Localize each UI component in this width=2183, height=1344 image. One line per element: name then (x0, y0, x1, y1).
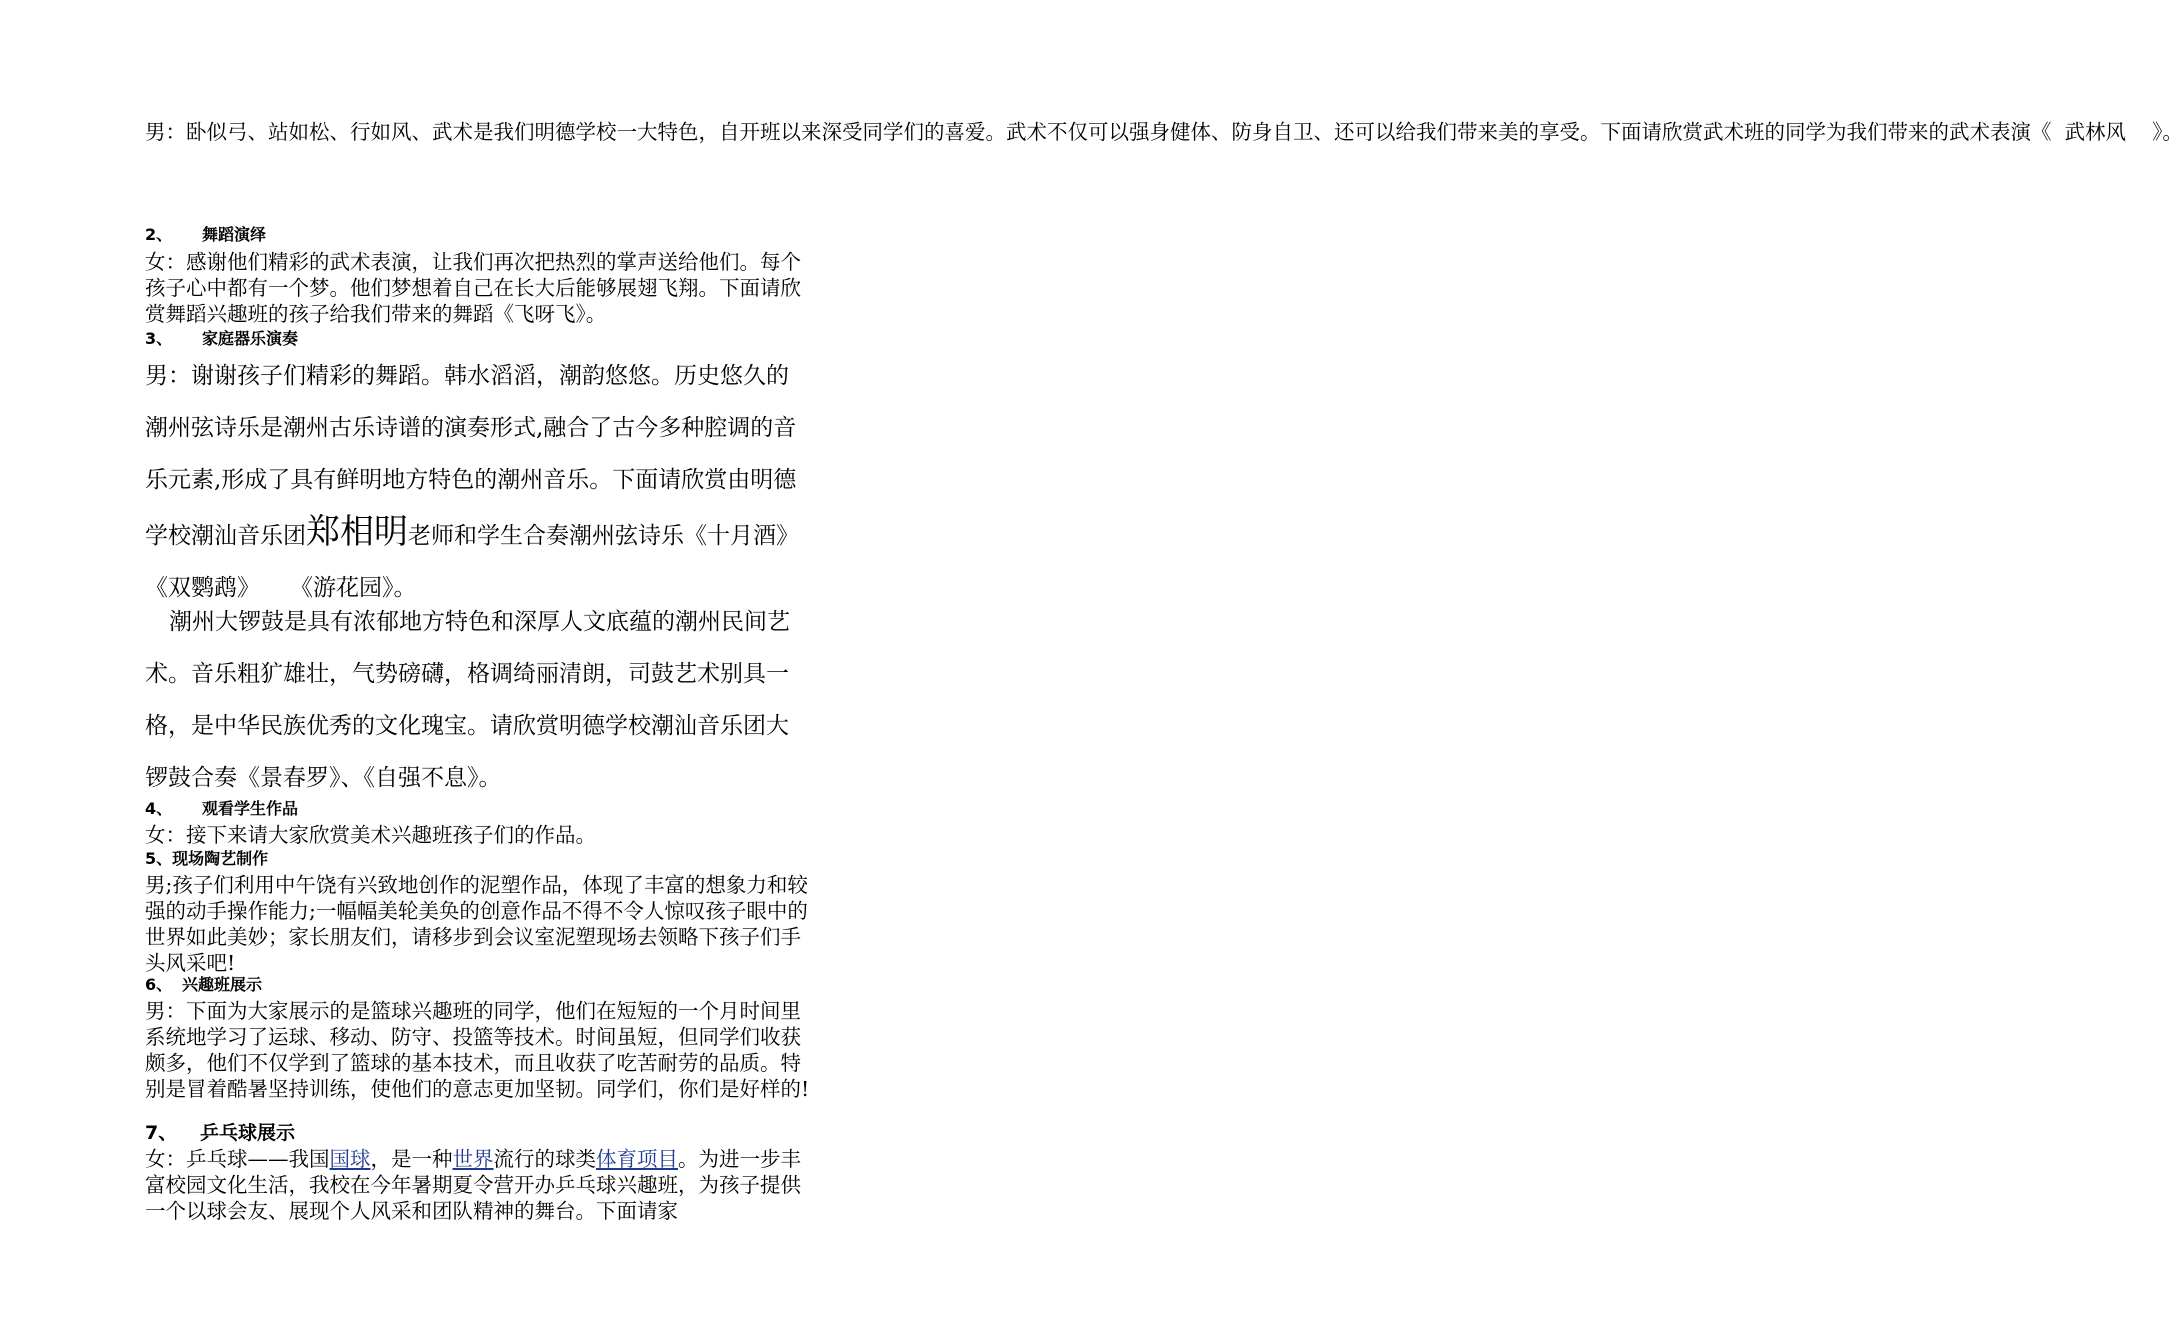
paragraph-table-tennis: 女：乒乓球——我国国球，是一种世界流行的球类体育项目。为进一步丰富校园文化生活，我校在今年暑期夏令营开办乒乓球兴趣班，为孩子提供一个以球会友、展现个人风采和团队精神的舞台。下面请家 (145, 1147, 801, 1223)
heading-title: 观看学生作品 (202, 799, 299, 818)
heading-title: 现场陶艺制作 (172, 849, 269, 868)
heading-title: 舞蹈演绎 (202, 225, 267, 244)
heading-title: 兴趣班展示 (182, 975, 263, 994)
heading-number: 4、 (145, 799, 173, 818)
paragraph-dance: 女：感谢他们精彩的武术表演，让我们再次把热烈的掌声送给他们。每个孩子心中都有一个梦。他们梦想着自己在长大后能够展翅飞翔。下面请欣赏舞蹈兴趣班的孩子给我们带来的舞蹈《飞呀飞》。 (145, 250, 801, 326)
teacher-name: 郑相明 (306, 512, 408, 552)
paragraph-martial-arts: 男：卧似弓、站如松、行如风、武术是我们明德学校一大特色，自开班以来深受同学们的喜爱。武术不仅可以强身健体、防身自卫、还可以给我们带来美的享受。下面请欣赏武术班的同学为我们带来的武术表演《 武林风 》。 (145, 120, 2183, 144)
heading-number: 3、 (145, 329, 173, 348)
heading-table-tennis (145, 1120, 295, 1146)
heading-student-works (145, 798, 298, 820)
heading-number: 7、 (145, 1122, 178, 1144)
heading-number: 6、 (145, 975, 173, 994)
heading-dance (145, 224, 266, 246)
heading-number: 2、 (145, 225, 173, 244)
heading-number: 5、 (145, 849, 173, 868)
link-sports-program[interactable]: 体育项目 (596, 1147, 678, 1171)
heading-title: 家庭器乐演奏 (202, 329, 299, 348)
paragraph-art-works: 女：接下来请大家欣赏美术兴趣班孩子们的作品。 (145, 823, 596, 847)
link-national-ball[interactable]: 国球 (329, 1147, 371, 1171)
heading-pottery (145, 848, 268, 870)
paragraph-basketball: 男：下面为大家展示的是篮球兴趣班的同学，他们在短短的一个月时间里系统地学习了运球、移动、防守、投篮等技术。时间虽短，但同学们收获颇多，他们不仅学到了篮球的基本技术，而且收获了吃苦耐劳的品质。特别是冒着酷暑坚持训练，使他们的意志更加坚韧。同学们，你们是好样的! (145, 999, 810, 1101)
paragraph-pottery: 男;孩子们利用中午饶有兴致地创作的泥塑作品，体现了丰富的想象力和较强的动手操作能力;一幅幅美轮美奂的创意作品不得不令人惊叹孩子眼中的世界如此美妙；家长朋友们，请移步到会议室泥塑现场去领略下孩子们手头风采吧! (145, 873, 808, 975)
heading-family-music (145, 328, 298, 350)
heading-interest-class (145, 974, 262, 996)
heading-title: 乒乓球展示 (200, 1122, 296, 1144)
paragraph-gong-drum: 潮州大锣鼓是具有浓郁地方特色和深厚人文底蕴的潮州民间艺术。音乐粗犷雄壮，气势磅礴，格调绮丽清朗，司鼓艺术别具一格，是中华民族优秀的文化瑰宝。请欣赏明德学校潮汕音乐团大锣鼓合奏《景春罗》、《自强不息》。 (145, 609, 790, 791)
paragraph-chaozhou-music: 男：谢谢孩子们精彩的舞蹈。韩水滔滔，潮韵悠悠。历史悠久的潮州弦诗乐是潮州古乐诗谱的演奏形式,融合了古今多种腔调的音乐元素,形成了具有鲜明地方特色的潮州音乐。下面请欣赏由明德学校潮汕音乐团郑相明老师和学生合奏潮州弦诗乐《十月酒》《双鹦鹉》 《游花园》。 (145, 363, 799, 601)
link-world[interactable]: 世界 (452, 1147, 494, 1171)
